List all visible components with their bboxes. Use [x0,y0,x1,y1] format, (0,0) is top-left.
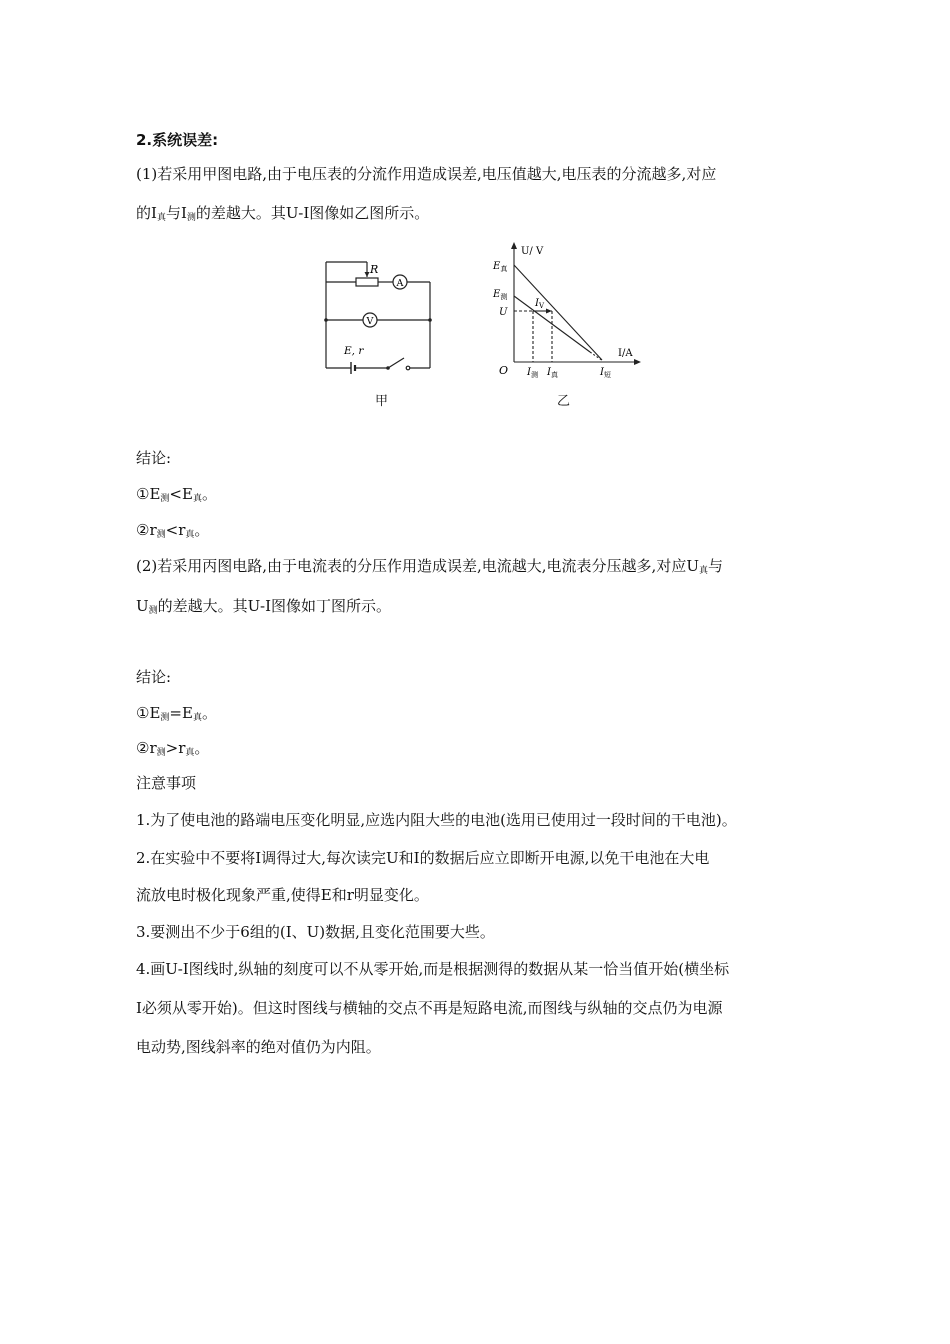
conclusion-2-item-2: $②r_测>r_真$。 [136,739,210,758]
note-3: 3.要测出不少于6组的(I、U)数据,且变化范围要大些。 [136,923,495,941]
conclusion-1-title: 结论: [136,449,172,467]
conclusion-1-item-1: $①E_测<E_真$。 [136,485,217,504]
note-4-line-3: 电动势,图线斜率的绝对值仍为内阻。 [136,1038,381,1056]
label-IV: $I_V$ [535,298,545,310]
paragraph-2-line-1: (2)若采用丙图电路,由于电流表的分压作用造成误差,电流越大,电流表分压越多,对应$U_真$与 [136,557,723,576]
label-V: V [366,316,374,327]
rheostat-symbol [356,278,378,286]
notes-title: 注意事项 [136,774,197,792]
paragraph-1-line-2: 的$Ⅰ_真$与$Ⅰ_测$的差越大。其U-I图像如乙图所示。 [136,204,430,223]
label-E-true: $E_真$ [493,261,508,273]
label-R: R [370,263,379,276]
note-4-line-2: I必须从零开始)。但这时图线与横轴的交点不再是短路电流,而图线与纵轴的交点仍为电源 [136,999,723,1017]
switch-contact [406,366,410,370]
conclusion-1-item-2: $②r_测<r_真$。 [136,521,210,540]
note-4-line-1: 4.画U-I图线时,纵轴的刻度可以不从零开始,而是根据测得的数据从某一恰当值开始(横坐标 [136,960,730,978]
label-I-short: $I_短$ [600,367,611,379]
true-line [514,265,602,360]
caption-jia: 甲 [375,394,389,409]
label-E-r: E, r [344,345,364,357]
label-E-measured: $E_测$ [493,289,508,301]
origin-label: O [499,364,509,377]
circuit-diagram-jia [318,250,438,375]
y-axis-label: U/ V [521,246,544,257]
conclusion-2-item-1: $①E_测=E_真$。 [136,704,217,723]
note-1: 1.为了使电池的路端电压变化明显,应选内阻大些的电池(选用已使用过一段时间的干电池)。 [136,811,737,829]
note-2-line-1: 2.在实验中不要将I调得过大,每次读完U和I的数据后应立即断开电源,以免干电池在大电 [136,849,710,867]
label-U: U [499,307,508,318]
label-I-measured: $I_测$ [527,367,538,379]
caption-yi: 乙 [557,394,571,409]
x-axis-label: I/A [618,348,633,359]
paragraph-2-line-2: $U_测$的差越大。其U-I图像如丁图所示。 [136,597,392,616]
label-I-true: $I_真$ [547,367,558,379]
section-heading: 2.系统误差: [136,131,219,149]
conclusion-2-title: 结论: [136,668,172,686]
ui-graph-yi [490,240,650,385]
note-2-line-2: 流放电时极化现象严重,使得E和r明显变化。 [136,886,429,904]
label-A: A [396,278,404,289]
paragraph-1-line-1: (1)若采用甲图电路,由于电压表的分流作用造成误差,电压值越大,电压表的分流越多,对应 [136,165,717,183]
